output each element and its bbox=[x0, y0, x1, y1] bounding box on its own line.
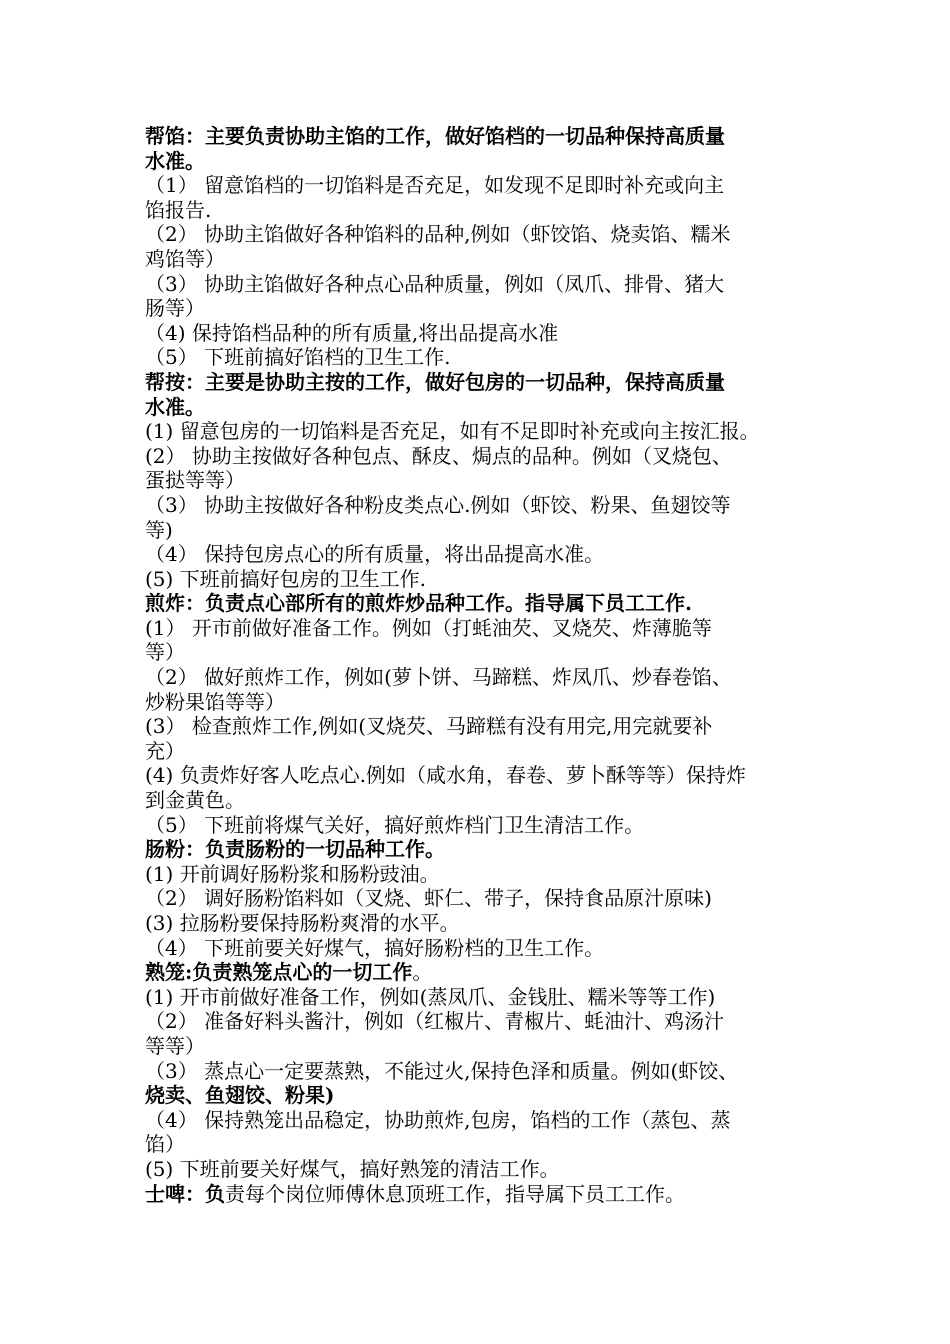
text-segment: （3） 蒸点心一定要蒸熟，不能过火,保持色泽和质量。例如(虾饺、 bbox=[145, 1058, 739, 1083]
text-segment: (1) 开市前做好准备工作，例如(蒸凤爪、金钱肚、糯米等等工作) bbox=[145, 984, 716, 1009]
text-line bbox=[145, 640, 810, 665]
text-segment: 炒粉果馅等等） bbox=[145, 689, 285, 714]
text-segment: (1) 开前调好肠粉浆和肠粉豉油。 bbox=[145, 861, 440, 886]
bold-text-segment: 帮按：主要是协助主按的工作，做好包房的一切品种，保持高质量 bbox=[145, 369, 725, 394]
bold-text-segment: 水准。 bbox=[145, 148, 205, 173]
bold-text-segment: 烧卖、鱼翅饺、粉果) bbox=[145, 1083, 335, 1108]
text-line bbox=[145, 1009, 810, 1034]
text-segment: （2） 调好肠粉馅料如（叉烧、虾仁、带子，保持食品原汁原味) bbox=[145, 886, 712, 911]
text-line bbox=[145, 542, 810, 567]
text-line bbox=[145, 763, 810, 788]
text-segment: 。 bbox=[412, 960, 433, 985]
text-line bbox=[145, 419, 810, 444]
text-line bbox=[145, 370, 810, 395]
text-segment: (5) 下班前要关好煤气，搞好熟笼的清洁工作。 bbox=[145, 1156, 560, 1181]
text-line bbox=[145, 911, 810, 936]
bold-text-segment: 水准。 bbox=[145, 394, 205, 419]
text-segment: （5） 下班前搞好馅档的卫生工作. bbox=[145, 345, 451, 370]
text-segment: （3） 协助主馅做好各种点心品种质量，例如（凤爪、排骨、猪大 bbox=[145, 271, 725, 296]
bold-text-segment: 士啤：负 bbox=[145, 1181, 225, 1206]
text-line bbox=[145, 1034, 810, 1059]
text-line bbox=[145, 468, 810, 493]
bold-text-segment: 肠粉：负责肠粉的一切品种工作。 bbox=[145, 837, 445, 862]
text-segment: （1） 留意馅档的一切馅料是否充足，如发现不足即时补充或向主 bbox=[145, 173, 725, 198]
text-segment: 等） bbox=[145, 640, 185, 665]
text-line bbox=[145, 616, 810, 641]
text-line bbox=[145, 1132, 810, 1157]
text-segment: (1) 留意包房的一切馅料是否充足，如有不足即时补充或向主按汇报。 bbox=[145, 419, 760, 444]
text-segment: 馅报告. bbox=[145, 197, 212, 222]
text-line bbox=[145, 714, 810, 739]
bold-text-segment: 熟笼:负责熟笼点心的一切工作 bbox=[145, 960, 413, 985]
text-segment: （4） 保持熟笼出品稳定，协助煎炸,包房，馅档的工作（蒸包、蒸 bbox=[145, 1107, 731, 1132]
text-line bbox=[145, 788, 810, 813]
text-line bbox=[145, 149, 810, 174]
text-line bbox=[145, 1059, 810, 1084]
text-line bbox=[145, 198, 810, 223]
text-segment: 到金黄色。 bbox=[145, 788, 245, 813]
text-line bbox=[145, 567, 810, 592]
text-line bbox=[145, 173, 810, 198]
text-segment: （2） 准备好料头酱汁，例如（红椒片、青椒片、蚝油汁、鸡汤汁 bbox=[145, 1009, 725, 1034]
text-line bbox=[145, 813, 810, 838]
bold-text-segment: 帮馅：主要负责协助主馅的工作，做好馅档的一切品种保持高质量 bbox=[145, 124, 725, 148]
text-line bbox=[145, 345, 810, 370]
text-segment: （3） 协助主按做好各种粉皮类点心.例如（虾饺、粉果、鱼翅饺等 bbox=[145, 492, 731, 517]
bold-text-segment: 煎炸：负责点心部所有的煎炸炒品种工作。指导属下员工工作. bbox=[145, 591, 692, 616]
text-line bbox=[145, 124, 810, 149]
text-line bbox=[145, 296, 810, 321]
text-segment: （4） 下班前要关好煤气，搞好肠粉档的卫生工作。 bbox=[145, 935, 605, 960]
text-segment: 蛋挞等等） bbox=[145, 468, 245, 493]
text-line bbox=[145, 1182, 810, 1207]
text-segment: （2） 协助主馅做好各种馅料的品种,例如（虾饺馅、烧卖馅、糯米 bbox=[145, 222, 731, 247]
text-line bbox=[145, 518, 810, 543]
text-line bbox=[145, 493, 810, 518]
text-segment: （5） 下班前将煤气关好，搞好煎炸档门卫生清洁工作。 bbox=[145, 812, 645, 837]
text-line bbox=[145, 985, 810, 1010]
document-body bbox=[145, 124, 810, 1206]
text-segment: (1） 开市前做好准备工作。例如（打蚝油芡、叉烧芡、炸薄脆等 bbox=[145, 615, 712, 640]
text-line bbox=[145, 272, 810, 297]
text-segment: （4) 保持馅档品种的所有质量,将出品提高水准 bbox=[145, 320, 559, 345]
text-segment: (5) 下班前搞好包房的卫生工作. bbox=[145, 566, 427, 591]
text-segment: (4) 负责炸好客人吃点心.例如（咸水角，春卷、萝卜酥等等）保持炸 bbox=[145, 763, 747, 788]
text-segment: 馅） bbox=[145, 1132, 185, 1157]
text-line bbox=[145, 886, 810, 911]
text-line bbox=[145, 247, 810, 272]
text-line bbox=[145, 690, 810, 715]
text-segment: 肠等） bbox=[145, 296, 205, 321]
text-line bbox=[145, 444, 810, 469]
text-line bbox=[145, 739, 810, 764]
text-segment: (3） 检查煎炸工作,例如(叉烧芡、马蹄糕有没有用完,用完就要补 bbox=[145, 714, 713, 739]
text-line bbox=[145, 862, 810, 887]
text-line bbox=[145, 395, 810, 420]
text-segment: 责每个岗位师傅休息顶班工作，指导属下员工工作。 bbox=[225, 1181, 685, 1206]
text-segment: 等) bbox=[145, 517, 173, 542]
text-line bbox=[145, 837, 810, 862]
text-segment: 充） bbox=[145, 738, 185, 763]
text-line bbox=[145, 1083, 810, 1108]
text-segment: 等等） bbox=[145, 1033, 205, 1058]
text-segment: 鸡馅等） bbox=[145, 246, 225, 271]
text-line bbox=[145, 591, 810, 616]
text-segment: (3) 拉肠粉要保持肠粉爽滑的水平。 bbox=[145, 911, 460, 935]
text-line bbox=[145, 321, 810, 346]
text-segment: (2） 协助主按做好各种包点、酥皮、焗点的品种。例如（叉烧包、 bbox=[145, 443, 732, 468]
text-segment: （4） 保持包房点心的所有质量，将出品提高水准。 bbox=[145, 542, 605, 567]
text-line bbox=[145, 222, 810, 247]
text-line bbox=[145, 665, 810, 690]
text-line bbox=[145, 1157, 810, 1182]
text-segment: （2） 做好煎炸工作，例如(萝卜饼、马蹄糕、炸凤爪、炒春卷馅、 bbox=[145, 665, 732, 690]
text-line bbox=[145, 960, 810, 985]
text-line bbox=[145, 1108, 810, 1133]
text-line bbox=[145, 936, 810, 961]
